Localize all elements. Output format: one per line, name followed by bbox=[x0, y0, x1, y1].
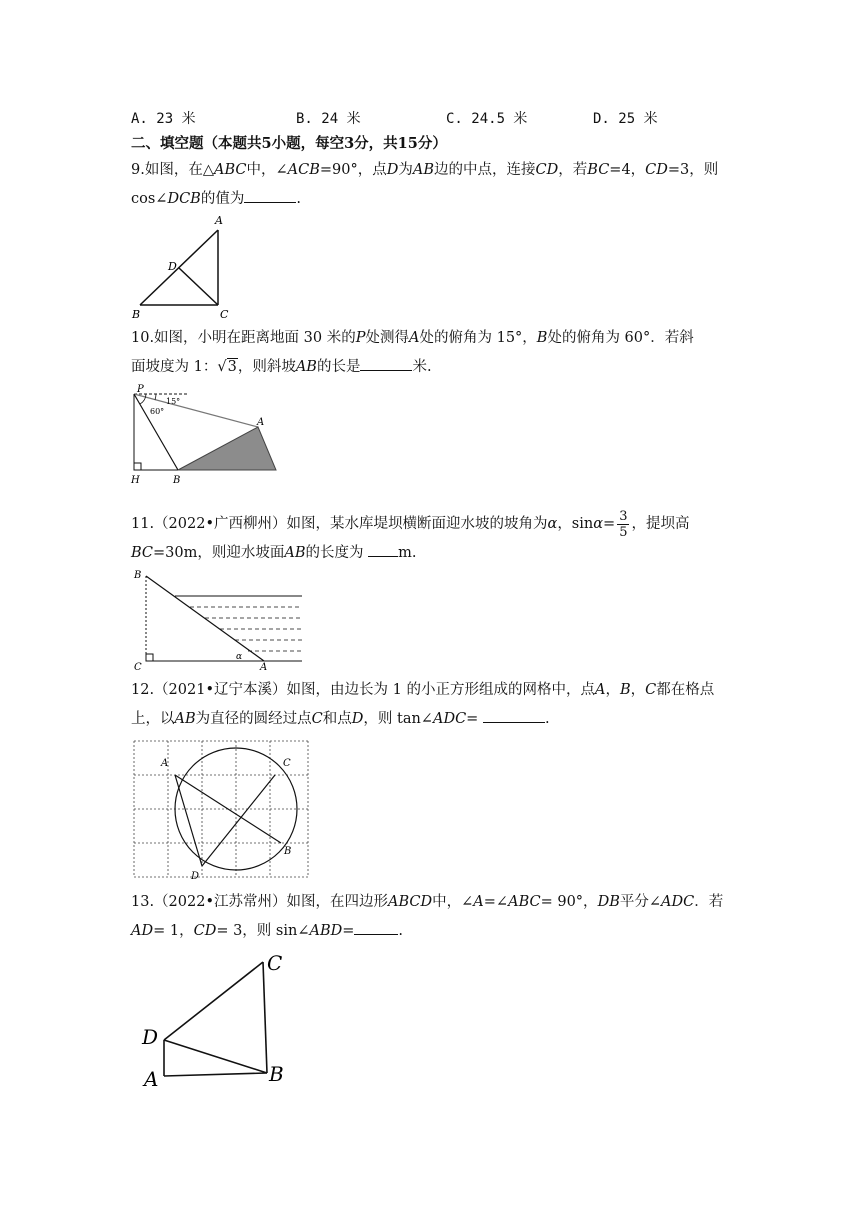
q11-right-angle bbox=[146, 654, 153, 661]
q9-label-b: B bbox=[132, 308, 141, 321]
q11-line1: 11.（2022•广西柳州）如图，某水库堤坝横断面迎水坡的坡角为α，sinα= $\frac{3}{5}$ ，提坝高 bbox=[131, 508, 690, 540]
q9-figure bbox=[130, 210, 250, 322]
q10-label-b: B bbox=[173, 475, 181, 486]
q10-angle-15: 15° bbox=[166, 397, 181, 406]
q12-segment-dc bbox=[202, 775, 275, 866]
q12-label-a: A bbox=[161, 758, 169, 769]
q13-side-bc bbox=[263, 962, 267, 1073]
q11-label-alpha: α bbox=[236, 652, 243, 662]
q10-figure bbox=[128, 382, 288, 488]
q13-label-b: B bbox=[269, 1062, 284, 1086]
q12-label-b: B bbox=[284, 846, 292, 857]
answer-blank[interactable] bbox=[244, 188, 296, 203]
q9-segment-cd bbox=[179, 268, 218, 305]
option-b: B. 24 米 bbox=[296, 111, 361, 127]
q12-segment-ad bbox=[175, 775, 202, 866]
q12-line2: 上，以AB为直径的圆经过点C和点D，则 tan∠ADC= . bbox=[131, 708, 550, 729]
q9-label-a: A bbox=[215, 214, 223, 227]
q13-label-d: D bbox=[142, 1025, 159, 1049]
q9-label-d: D bbox=[168, 260, 177, 273]
option-a: A. 23 米 bbox=[131, 111, 196, 127]
q11-label-b: B bbox=[134, 570, 142, 581]
q9-line1: 9.如图，在△ABC中，∠ACB=90°，点D为AB边的中点，连接CD，若BC=4，CD=3，则 bbox=[131, 162, 719, 178]
q11-slope-ab bbox=[146, 576, 264, 661]
answer-blank[interactable] bbox=[360, 356, 412, 371]
q9-line2: cos∠DCB的值为 . bbox=[131, 188, 301, 209]
q11-line2: BC=30m，则迎水坡面AB的长度为 m. bbox=[131, 542, 417, 563]
q10-slope bbox=[178, 427, 276, 470]
q13-side-dc bbox=[164, 962, 263, 1040]
option-d: D. 25 米 bbox=[593, 111, 658, 127]
q11-figure bbox=[130, 566, 310, 672]
q10-label-p: P bbox=[137, 384, 144, 395]
q11-label-c: C bbox=[134, 662, 142, 672]
q13-label-a: A bbox=[144, 1067, 159, 1090]
section-title: 二、填空题（本题共5小题，每空3分，共15分） bbox=[131, 135, 447, 152]
q10-right-angle bbox=[134, 463, 141, 470]
answer-blank[interactable] bbox=[483, 708, 545, 723]
answer-blank[interactable] bbox=[354, 920, 398, 935]
q13-side-ab bbox=[164, 1073, 267, 1076]
option-c: C. 24.5 米 bbox=[446, 111, 528, 127]
q13-diagonal-db bbox=[164, 1040, 267, 1073]
q10-label-h: H bbox=[131, 475, 140, 486]
q12-figure bbox=[131, 738, 313, 883]
answer-blank[interactable] bbox=[368, 542, 398, 557]
q11-label-a: A bbox=[260, 662, 268, 672]
q10-label-a: A bbox=[257, 417, 265, 428]
q10-line1: 10.如图，小明在距离地面 30 米的P处测得A处的俯角为 15°，B处的俯角为 60°．若斜 bbox=[131, 330, 694, 346]
q12-label-d: D bbox=[191, 871, 200, 882]
q10-angle-60: 60° bbox=[150, 407, 165, 416]
fraction-3-5: $\frac{3}{5}$ bbox=[619, 508, 628, 540]
q9-label-c: C bbox=[220, 308, 229, 321]
q13-label-c: C bbox=[267, 951, 283, 975]
q10-line2: 面坡度为 1：√3，则斜坡AB的长是 米. bbox=[131, 356, 432, 377]
q13-line2: AD= 1，CD= 3，则 sin∠ABD= . bbox=[131, 920, 403, 941]
q12-label-c: C bbox=[283, 758, 291, 769]
q13-figure bbox=[140, 950, 300, 1090]
q12-line1: 12.（2021•辽宁本溪）如图，由边长为 1 的小正方形组成的网格中，点A，B，C都在格点 bbox=[131, 682, 715, 698]
q13-line1: 13.（2022•江苏常州）如图，在四边形ABCD中，∠A=∠ABC= 90°，DB平分∠ADC．若 bbox=[131, 894, 724, 910]
sqrt-expression: √3 bbox=[217, 359, 237, 375]
